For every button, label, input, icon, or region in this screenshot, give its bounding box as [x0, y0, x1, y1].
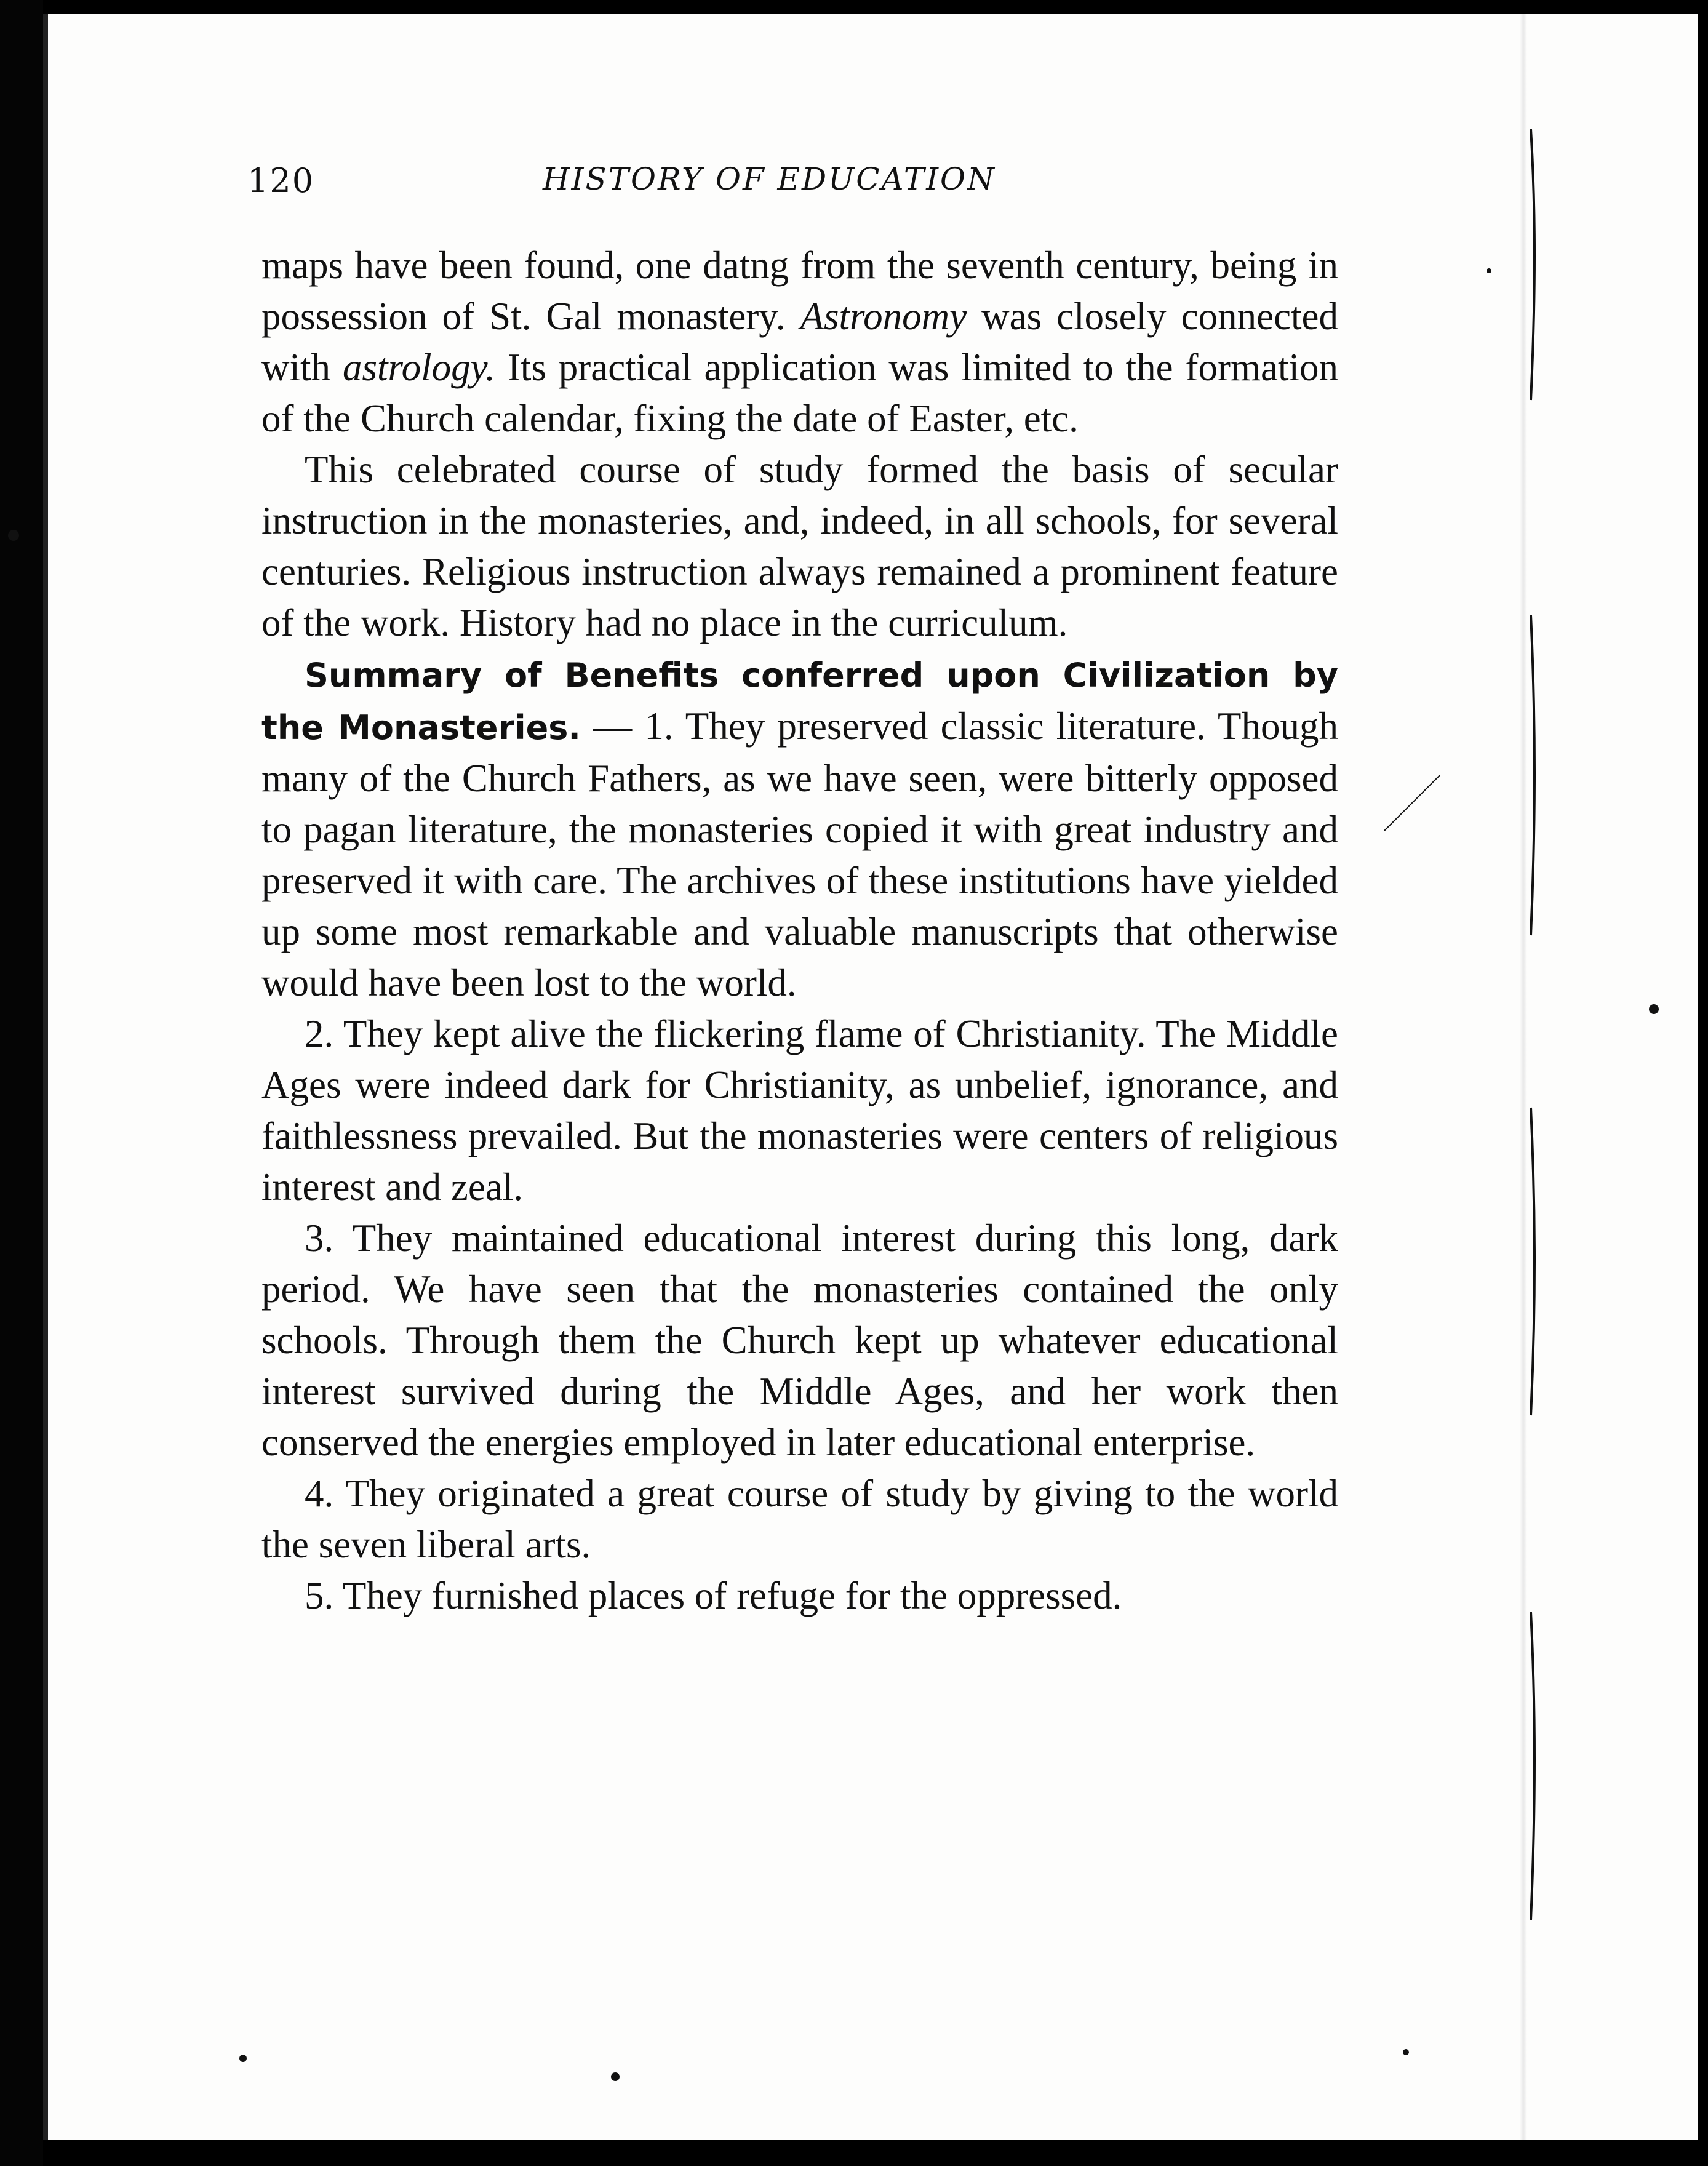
text-run: l monastery. [591, 295, 800, 338]
paragraph-course-of-study: This celebrated course of study formed the basis of secular instruction in the monasteries, and, indeed, in all schools, for several centuries. Religious instruction always remained a prominent feature of the work. History had no place in the curriculum. [261, 448, 1338, 644]
text-run: — 1. They preserved classic literature. Though many of the Church Fathers, as we have seen, were bitterly opposed to pagan literature, the monasteries copied it with great industry and preserved it with care. The archives of these institutions have yielded up some most remarkable and valuable manuscripts that otherwise would have been lost to the world. [261, 705, 1338, 1004]
paragraph-point-3: 3. They maintained educational interest during this long, dark period. We have seen that the monasteries contained the only schools. Through them the Church kept up whatever educational interest survived during the Middle Ages, and her work then conserved the energies employed in later educational enterprise. [261, 1217, 1338, 1464]
term-astronomy: Astronomy [800, 295, 967, 338]
text-run: was closely connected with [261, 295, 1339, 389]
speck [611, 2072, 620, 2081]
pencil-mark [1384, 775, 1440, 831]
speck [8, 530, 19, 541]
binding-mark [1531, 129, 1534, 400]
paragraph-point-4: 4. They originated a great course of study by giving to the world the seven liberal arts. [261, 1472, 1338, 1566]
text-run: maps have been found, one dat [261, 244, 751, 287]
term-astrology: astrology. [342, 346, 495, 389]
text-run: ng from the seventh century, being in possession of St. Ga [261, 244, 1338, 338]
section-heading: Summary of Benefits conferred upon Civilization by the Monasteries. [261, 656, 1338, 747]
speck [1403, 2049, 1409, 2055]
binding-mark [1531, 615, 1534, 935]
binding-mark [1531, 1612, 1534, 1920]
speck [1649, 1004, 1659, 1014]
page-number: 120 [247, 161, 315, 200]
running-head: HISTORY OF EDUCATION [543, 161, 996, 197]
text-run: Its practical application was limited to the formation of the Church calendar, fixing the date of Easter, etc. [261, 346, 1338, 440]
binding-mark [1531, 1108, 1534, 1415]
paragraph-point-2: 2. They kept alive the flickering flame of Christianity. The Middle Ages were indeed dark for Christianity, as unbelief, ignorance, and faithlessness prevailed. But the monasteries were centers of religious interest and zeal. [261, 1012, 1338, 1209]
paragraph-point-5: 5. They furnished places of refuge for the oppressed. [305, 1574, 1122, 1617]
speck [239, 2055, 247, 2062]
speck [1487, 268, 1491, 273]
